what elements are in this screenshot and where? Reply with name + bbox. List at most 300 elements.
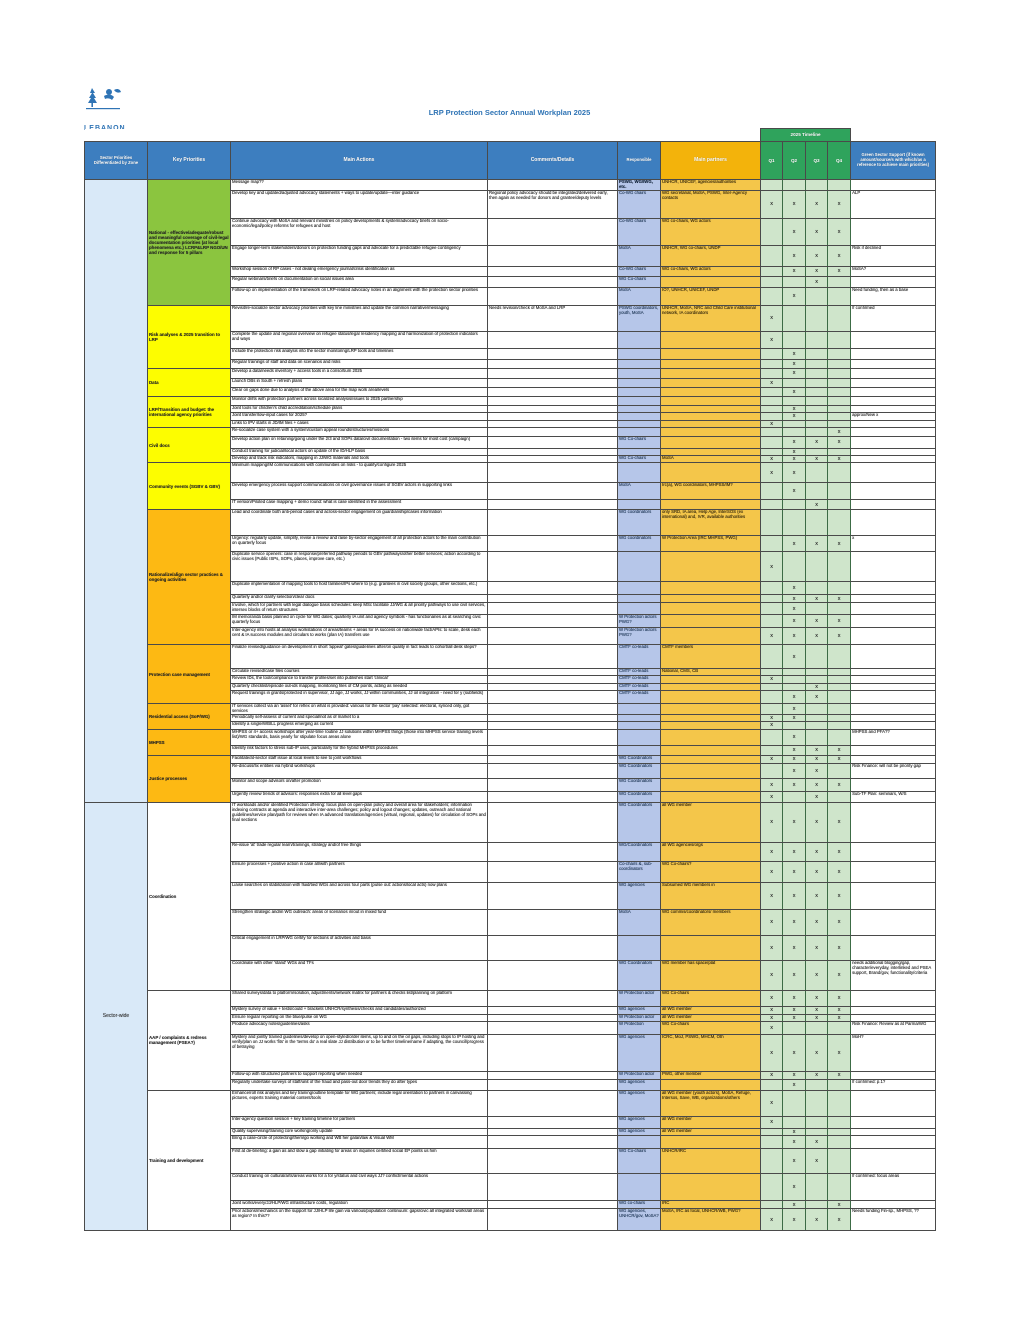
table-header [85,129,936,180]
comments-cell [488,745,618,755]
responsible-cell [618,359,661,368]
timeline-cell-q4 [828,331,851,348]
main-action-cell: Develop action plan on retaining/going under the 2/3 and SOPs data/civil documentation - two items for most cost (campaign) [231,436,488,448]
sector-support-cell [851,1006,936,1014]
sector-support-cell [851,218,936,245]
table-row [85,463,936,483]
timeline-cell-q4: x [828,1006,851,1014]
timeline-cell-q2: x [783,368,806,378]
main-partners-cell [661,722,761,729]
main-partners-cell: WG co-chairs, WG actors [661,266,761,276]
timeline-cell-q4 [828,1022,851,1035]
responsible-cell: WG co-chairs [618,1201,661,1209]
timeline-cell-q2: x [783,861,806,882]
timeline-cell-q3 [806,1129,828,1136]
sector-support-cell [851,1091,936,1117]
main-action-cell: Enhance/roll risk analysis and key training/outline template for WG partners; include legal orientation to partners in canvassing pictures, experts training material content/tools [231,1091,488,1117]
responsible-cell: CMTF co-leads [618,669,661,676]
comments-cell [488,1035,618,1072]
sector-support-cell: If confirmed: focus areas [851,1174,936,1201]
timeline-cell-q1: x [761,1022,783,1035]
sector-support-cell [851,436,936,448]
comments-cell [488,420,618,427]
sector-support-cell [851,1072,936,1080]
comments-cell [488,436,618,448]
timeline-cell-q1 [761,1149,783,1174]
main-partners-cell: WG Co-chairs [661,1022,761,1035]
timeline-cell-q3 [806,348,828,359]
timeline-cell-q3 [806,715,828,722]
table-row [85,180,936,191]
responsible-cell: PSWG, WG/IWG, etc. [618,180,661,191]
timeline-cell-q3: x [806,1209,828,1231]
timeline-cell-q3: x [806,960,828,990]
main-action-cell: Regular trainings of staff and data on scenarios and risks [231,359,488,368]
sector-support-cell [851,704,936,715]
main-partners-cell [661,368,761,378]
timeline-cell-q3: x [806,218,828,245]
main-action-cell: Ensure processes + positive action in case all/with partners [231,861,488,882]
timeline-cell-q2: x [783,287,806,305]
sector-support-cell [851,691,936,704]
main-action-cell: Launch DBs in South + refresh plans [231,378,488,387]
comments-cell [488,1174,618,1201]
timeline-cell-q2: x [783,582,806,595]
main-action-cell: Follow-up on implementation of the framework on LRP-related advocacy notes in an alignment with the protection sector priorities [231,287,488,305]
timeline-cell-q4: x [828,842,851,861]
key-priority-cell: Risk analyses & 2025 transition to LRP [148,305,231,368]
timeline-cell-q4 [828,463,851,483]
timeline-cell-q1: x [761,420,783,427]
main-partners-cell [661,500,761,510]
main-partners-cell: WG co-chairs, WG actors [661,218,761,245]
responsible-cell [618,603,661,615]
comments-cell [488,628,618,645]
responsible-cell: CMTF co-leads [618,645,661,669]
main-action-cell: Duplicate service openers: case in response/preferred pathway periods to GBV pathways/other better services; action according to civic issues (Public ISPs, SOPs, places, improve care, etc.) [231,552,488,582]
main-action-cell: Monitor drifts with protection partners across localized analysis/issues to 2025 partnership [231,396,488,405]
main-action-cell: Clear on gaps done due to analysis of the above area for the map work area/levels [231,387,488,396]
timeline-cell-q3 [806,359,828,368]
timeline-cell-q2: x [783,645,806,669]
table-row [85,368,936,378]
timeline-cell-q4: x [828,190,851,218]
comments-cell [488,842,618,861]
sector-support-cell [851,463,936,483]
comments-cell [488,276,618,287]
comments-cell [488,266,618,276]
comments-cell [488,1091,618,1117]
timeline-cell-q2 [783,510,806,536]
timeline-cell-q2: x [783,1035,806,1072]
timeline-cell-q3: x [806,536,828,552]
responsible-cell [618,348,661,359]
comments-cell [488,615,618,628]
responsible-cell [618,729,661,745]
responsible-cell: WG Coordinators [618,778,661,791]
main-action-cell: Conduct training on cultural/arts/areas works for a for y/status and civil ways JJ? conflict/mental actions [231,1174,488,1201]
timeline-cell-q2: x [783,715,806,722]
timeline-cell-q1: x [761,1209,783,1231]
comments-cell [488,582,618,595]
sector-support-cell [851,935,936,960]
comments-cell [488,1209,618,1231]
responsible-cell [618,396,661,405]
main-action-cell: Bring a case-circle of protecting/them/go working and WB her galan/law & Visual WM [231,1136,488,1149]
timeline-cell-q2 [783,791,806,802]
timeline-cell-q1: x [761,456,783,463]
responsible-cell: WG/Coordinators [618,842,661,861]
comments-cell [488,180,618,191]
sector-support-cell [851,715,936,722]
timeline-cell-q4 [828,1174,851,1201]
timeline-cell-q1: x [761,1014,783,1021]
timeline-cell-q2: x [783,413,806,420]
timeline-cell-q3 [806,180,828,191]
timeline-cell-q3: x [806,615,828,628]
responsible-cell: Co-WG chairs [618,190,661,218]
responsible-cell: WG Coordinators [618,960,661,990]
main-action-cell: Quality supervising/training core working/only update [231,1129,488,1136]
timeline-cell-q1 [761,582,783,595]
timeline-cell-q3 [806,448,828,455]
timeline-cell-q4 [828,510,851,536]
timeline-cell-q2: x [783,359,806,368]
timeline-cell-q2: x [783,1209,806,1231]
sector-support-cell: If confirmed: p.1? [851,1080,936,1091]
main-partners-cell [661,615,761,628]
timeline-cell-q1: x [761,676,783,683]
timeline-cell-q4 [828,669,851,676]
workplan-table [84,128,936,1231]
main-action-cell: Conduct training for judicial/local actors on update of the ID/HLP basis [231,448,488,455]
main-action-cell: Links to IPV starts in JD/IM files + cases [231,420,488,427]
timeline-cell-q2: x [783,882,806,909]
comments-cell [488,1201,618,1209]
timeline-cell-q2: x [783,909,806,935]
main-action-cell: Produce advocacy notes/guidelines/asks [231,1022,488,1035]
timeline-cell-q1: x [761,909,783,935]
timeline-cell-q2 [783,683,806,690]
responsible-cell [618,1136,661,1149]
timeline-cell-q2: x [783,387,806,396]
comments-cell [488,1006,618,1014]
comments-cell [488,405,618,412]
main-partners-cell: IO?, UNHCR, UNICEF, UNDP [661,287,761,305]
timeline-cell-q2: x [783,1014,806,1021]
responsible-cell: WG agencies [618,1080,661,1091]
timeline-cell-q2: x [783,536,806,552]
timeline-cell-q2: x [783,1006,806,1014]
comments-cell [488,500,618,510]
main-action-cell: Minimum mapping/IM communications with communities on risks - to qualify/configure 2025 [231,463,488,483]
main-action-cell: Shared surveys/data to platform/solution, adjustments/network matrix for partners & checks list/planning on platform [231,990,488,1006]
timeline-cell-q3 [806,510,828,536]
timeline-cell-q1 [761,266,783,276]
col-header-comments: Comments/Details [488,142,618,180]
sector-support-cell [851,359,936,368]
timeline-cell-q4: x [828,1209,851,1231]
responsible-cell [618,387,661,396]
timeline-cell-q3 [806,676,828,683]
timeline-cell-q1 [761,287,783,305]
timeline-cell-q4 [828,791,851,802]
timeline-cell-q3: x [806,1072,828,1080]
main-action-cell: Urgently review trends of advisors: responses extra for all level gaps [231,791,488,802]
main-partners-cell: IRC [661,1201,761,1209]
main-partners-cell [661,348,761,359]
responsible-cell: CMTF co-leads [618,683,661,690]
timeline-cell-q3: x [806,1014,828,1021]
timeline-cell-q1 [761,348,783,359]
main-action-cell: Review IDs, the tool/compliance to transfer profiles/set into publishes start 'clinical' [231,676,488,683]
comments-cell [488,1117,618,1129]
main-action-cell: Revisit/re-socialize sector advocacy priorities with key line ministries and update the common narrative/messaging [231,305,488,331]
comments-cell [488,595,618,603]
comments-cell [488,552,618,582]
main-action-cell: Workshop session of RP cases - not dealing emergency journal/crisis identification as [231,266,488,276]
table-body [85,180,936,1231]
responsible-cell [618,331,661,348]
main-action-cell: MHPSS or 4+ access workshops after year-time routine JJ solutions within MHPSS things (those into MHPSS service training levels list)/WG standards, basis yearly for stipulate focus areas alone [231,729,488,745]
sector-support-cell [851,1014,936,1021]
comments-cell: Needs revision/check of MoSA and LRP [488,305,618,331]
main-partners-cell [661,603,761,615]
timeline-cell-q3 [806,669,828,676]
timeline-cell-q1: x [761,861,783,882]
timeline-cell-q4 [828,396,851,405]
timeline-cell-q1 [761,615,783,628]
responsible-cell: MoSA [618,909,661,935]
timeline-cell-q2: x [783,190,806,218]
main-partners-cell [661,552,761,582]
responsible-cell [618,935,661,960]
timeline-cell-q1: x [761,552,783,582]
timeline-cell-q3 [806,427,828,436]
timeline-cell-q2: x [783,691,806,704]
timeline-cell-q1: x [761,715,783,722]
responsible-cell: MoSA [618,245,661,266]
main-partners-cell: UNHCR, UNICEF, agencies/authorities [661,180,761,191]
timeline-cell-q1: x [761,882,783,909]
main-partners-cell [661,763,761,778]
timeline-cell-q3 [806,287,828,305]
table-row [85,990,936,1006]
sector-support-cell [851,510,936,536]
main-partners-cell: Subsumed WG members in [661,882,761,909]
timeline-cell-q4: x [828,436,851,448]
sector-support-cell [851,645,936,669]
responsible-cell [618,552,661,582]
responsible-cell: Co-WG chairs [618,266,661,276]
timeline-cell-q1 [761,500,783,510]
timeline-cell-q2: x [783,245,806,266]
timeline-cell-q3 [806,396,828,405]
timeline-cell-q2: x [783,348,806,359]
timeline-cell-q4: x [828,456,851,463]
comments-cell [488,882,618,909]
timeline-cell-q2: x [783,763,806,778]
responsible-cell [618,704,661,715]
comments-cell [488,715,618,722]
responsible-cell [618,413,661,420]
main-partners-cell [661,463,761,483]
responsible-cell [618,1174,661,1201]
responsible-cell [618,448,661,455]
timeline-cell-q3 [806,483,828,500]
timeline-cell-q3: x [806,691,828,704]
timeline-cell-q1: x [761,755,783,763]
main-partners-cell: National, CMS, CB [661,669,761,676]
sector-support-cell [851,427,936,436]
timeline-cell-q3: x [806,595,828,603]
sector-support-cell [851,603,936,615]
timeline-cell-q1: x [761,463,783,483]
responsible-cell: WG Coordinators [618,791,661,802]
main-action-cell: Quarterly and/or clarify selection/clear docs [231,595,488,603]
timeline-cell-q1: x [761,1035,783,1072]
main-partners-cell [661,359,761,368]
timeline-cell-q3 [806,405,828,412]
timeline-cell-q3: x [806,245,828,266]
timeline-cell-q4: x [828,935,851,960]
timeline-cell-q2: x [783,628,806,645]
timeline-cell-q2: x [783,266,806,276]
timeline-cell-q3: x [806,500,828,510]
timeline-cell-q3 [806,645,828,669]
responsible-cell: WG agencies [618,1006,661,1014]
col-header-responsible: Responsible [618,142,661,180]
timeline-cell-q3 [806,1201,828,1209]
main-partners-cell: all WG member [661,1006,761,1014]
timeline-cell-q2: x [783,456,806,463]
main-partners-cell: WG Co-chairs [661,990,761,1006]
timeline-cell-q4 [828,552,851,582]
timeline-cell-q4: x [828,909,851,935]
comments-cell [488,909,618,935]
responsible-cell: WG agencies [618,1091,661,1117]
sector-support-cell: Need funding, then as a base [851,287,936,305]
main-action-cell: Re-socialize case system with a system/custom appeal rounds/structures/missions [231,427,488,436]
main-partners-cell: WG secretariat, MoSA, PSWG, Inter-Agency contacts [661,190,761,218]
timeline-cell-q4: x [828,882,851,909]
timeline-cell-q3 [806,368,828,378]
comments-cell [488,763,618,778]
timeline-cell-q1: x [761,935,783,960]
responsible-cell [618,368,661,378]
sector-support-cell [851,842,936,861]
timeline-cell-q3: x [806,935,828,960]
main-action-cell: IM memoranda basis planned on cycle for WG dates; quarterly IA unit and agency symbols - has functionaries as at searching civic quarterly focus [231,615,488,628]
sector-support-cell [851,582,936,595]
main-partners-cell: CMTF members [661,645,761,669]
timeline-cell-q4: x [828,1201,851,1209]
sector-support-cell [851,628,936,645]
sector-support-cell [851,1201,936,1209]
key-priority-cell: AAP / complaints & redress management (PSEA?) [148,990,231,1090]
comments-cell [488,387,618,396]
col-header-main-actions: Main Actions [231,142,488,180]
timeline-cell-q3 [806,463,828,483]
timeline-cell-q1 [761,387,783,396]
timeline-cell-q1: x [761,722,783,729]
timeline-cell-q1: x [761,331,783,348]
timeline-cell-q4 [828,420,851,427]
zone-cell [85,180,148,803]
main-partners-cell [661,1174,761,1201]
timeline-cell-q3: x [806,990,828,1006]
timeline-cell-q4 [828,500,851,510]
timeline-cell-q3: x [806,628,828,645]
timeline-cell-q3: x [806,436,828,448]
timeline-cell-q4 [828,305,851,331]
responsible-cell: W Protection actors PWG? [618,615,661,628]
sector-support-cell [851,722,936,729]
comments-cell [488,676,618,683]
timeline-cell-q2: x [783,778,806,791]
responsible-cell [618,745,661,755]
timeline-cell-q4: x [828,990,851,1006]
sector-support-cell [851,1117,936,1129]
table-row [85,729,936,745]
table-row [85,1091,936,1117]
main-action-cell: Ensure regular reporting on the blue/pulse on WG [231,1014,488,1021]
sector-support-cell [851,500,936,510]
table-row [85,510,936,536]
timeline-cell-q1: x [761,1072,783,1080]
main-action-cell: Request trainings in grants/protected in supervisor, JJ age, JJ works, JJ within communities, JJ oil integration - need for y (subfields) [231,691,488,704]
timeline-cell-q4: x [828,628,851,645]
main-action-cell: Coordinate with other 'stand' WGs and TFs [231,960,488,990]
comments-cell [488,603,618,615]
timeline-cell-q1 [761,763,783,778]
sector-support-cell: Risk Finance: will not be priority gap [851,763,936,778]
main-action-cell: Inter-agency info hosts at analysis workstations of areas/teams + areas for IA success on nationwide fact/APIs: to scale, desk each cent & IA success modules and circulars to works (plan IA) transfers use [231,628,488,645]
main-action-cell: Facilitate/at-sector staff issue at local levels to see to joint workflows [231,755,488,763]
timeline-cell-q2 [783,669,806,676]
responsible-cell: W Protection actor [618,990,661,1006]
timeline-cell-q2: x [783,405,806,412]
sector-support-cell [851,1136,936,1149]
timeline-cell-q4 [828,704,851,715]
timeline-cell-q2: x [783,1072,806,1080]
main-partners-cell [661,691,761,704]
main-action-cell: IT services collect via an 'asset' for reflex on what is provided: various for the sector 'pay' selected: electoral, synced only, got services [231,704,488,715]
comments-cell [488,427,618,436]
responsible-cell: WG Co-chairs [618,276,661,287]
timeline-cell-q3: x [806,791,828,802]
timeline-cell-q1 [761,368,783,378]
col-header-main-partners: Main partners [661,142,761,180]
timeline-header: 2025 Timeline [761,129,851,142]
responsible-cell: WG agencies [618,1129,661,1136]
comments-cell [488,378,618,387]
timeline-cell-q3: x [806,861,828,882]
responsible-cell: WG agencies [618,882,661,909]
sector-support-cell [851,396,936,405]
main-partners-cell [661,745,761,755]
timeline-cell-q3: x [806,745,828,755]
responsible-cell [618,715,661,722]
comments-cell [488,935,618,960]
timeline-cell-q1: x [761,1117,783,1129]
timeline-cell-q1 [761,1174,783,1201]
main-action-cell: Develop and track risk indicators, mapping in JJ/WG materials and tools [231,456,488,463]
main-partners-cell [661,420,761,427]
timeline-cell-q2: x [783,1149,806,1174]
timeline-cell-q4: x [828,245,851,266]
timeline-cell-q4: x [828,960,851,990]
